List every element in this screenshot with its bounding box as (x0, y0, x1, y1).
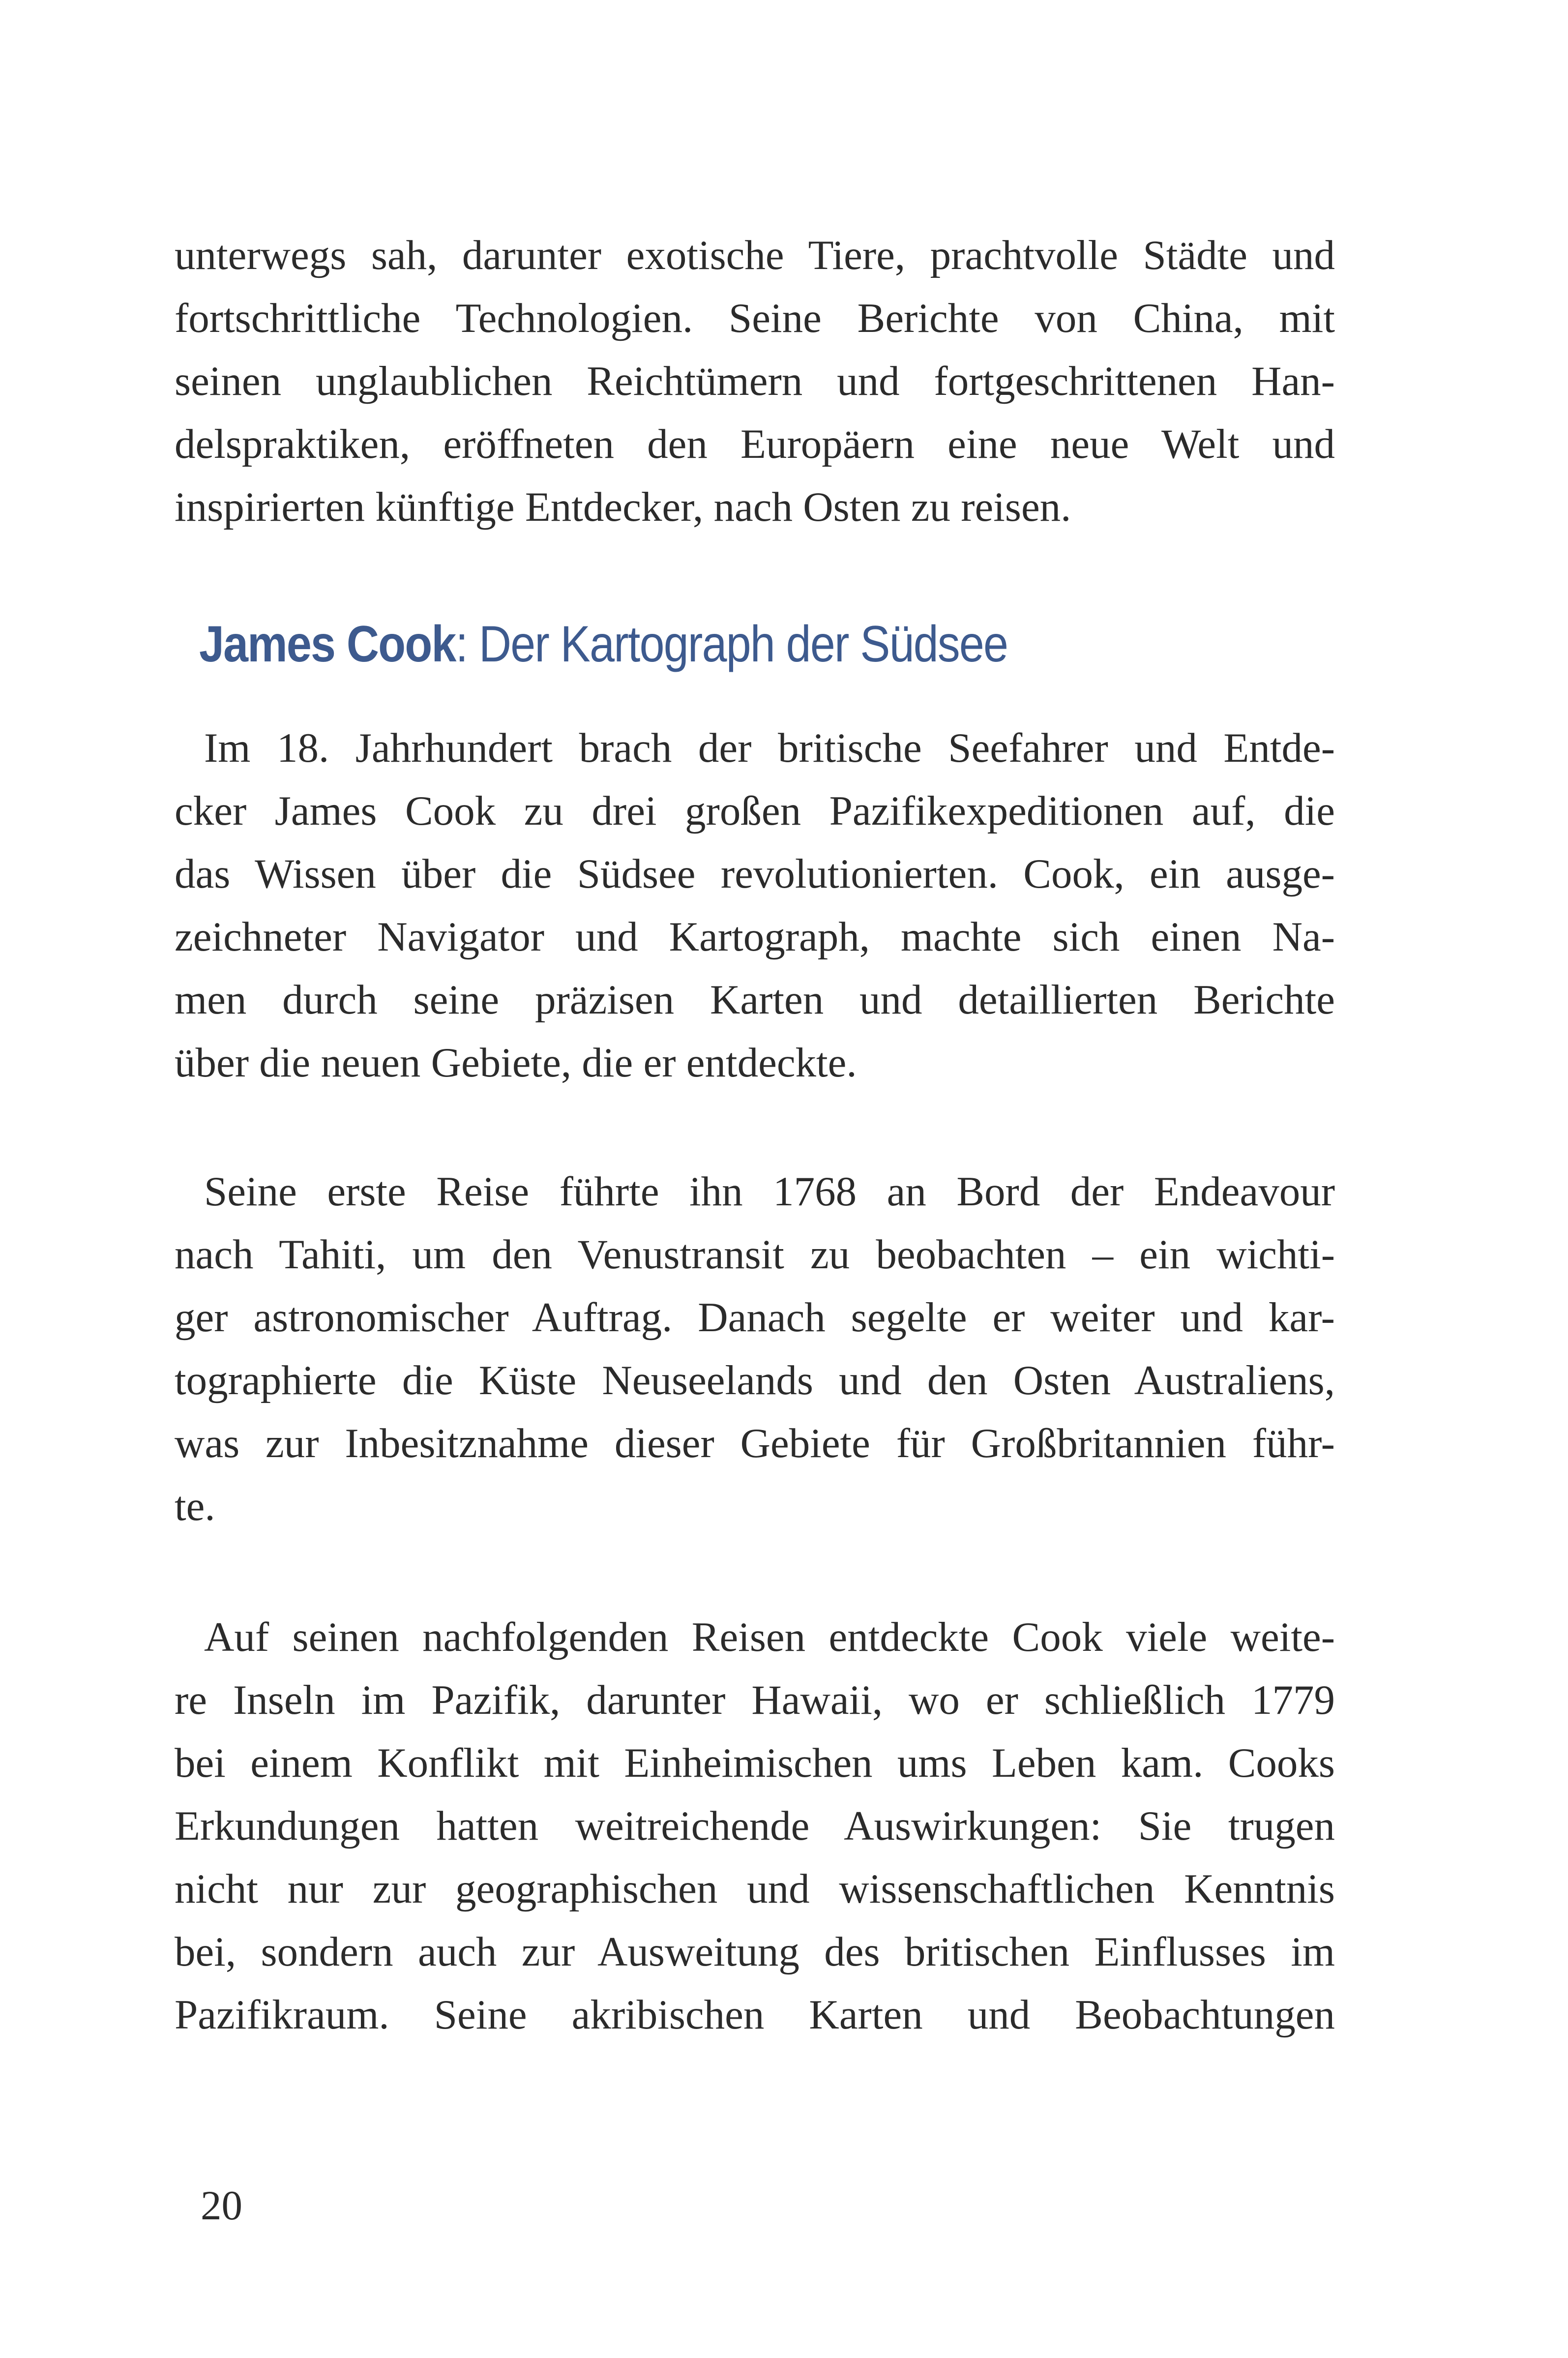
text-line: was zur Inbesitznahme dieser Gebiete für Großbritannien führ- (175, 1420, 1335, 1466)
section-heading (199, 610, 1007, 679)
text-line: Erkundungen hatten weitreichende Auswirkungen: Sie trugen (175, 1803, 1335, 1849)
text-line: Pazifikraum. Seine akribischen Karten und Beobachtungen (175, 1992, 1335, 2038)
paragraph-cook-intro (175, 716, 1335, 1094)
text-line: nicht nur zur geographischen und wissenschaftlichen Kenntnis (175, 1866, 1335, 1912)
paragraph-marco-polo-continued (175, 224, 1335, 538)
text-line: Seine erste Reise führte ihn 1768 an Bord der Endeavour (204, 1168, 1335, 1215)
paragraph-first-voyage (175, 1160, 1335, 1538)
text-line: inspirierten künftige Entdecker, nach Osten zu reisen. (175, 484, 1071, 530)
text-line: tographierte die Küste Neuseelands und den Osten Australiens, (175, 1357, 1335, 1403)
paragraph-later-voyages (175, 1606, 1335, 2046)
text-line: seinen unglaublichen Reichtümern und fortgeschrittenen Han- (175, 358, 1335, 404)
text-line: bei einem Konflikt mit Einheimischen ums Leben kam. Cooks (175, 1740, 1335, 1786)
text-line: re Inseln im Pazifik, darunter Hawaii, wo er schließlich 1779 (175, 1677, 1335, 1723)
text-line: Im 18. Jahrhundert brach der britische Seefahrer und Entde- (204, 725, 1335, 771)
text-line: te. (175, 1483, 215, 1529)
text-line: nach Tahiti, um den Venustransit zu beobachten – ein wichti- (175, 1231, 1335, 1278)
text-line: men durch seine präzisen Karten und detaillierten Berichte (175, 977, 1335, 1023)
text-line: ger astronomischer Auftrag. Danach segelte er weiter und kar- (175, 1294, 1335, 1341)
text-line: unterwegs sah, darunter exotische Tiere, prachtvolle Städte und (175, 232, 1335, 278)
text-line: zeichneter Navigator und Kartograph, machte sich einen Na- (175, 914, 1335, 960)
heading-subtitle: : Der Kartograph der Südsee (455, 616, 1008, 673)
text-line: cker James Cook zu drei großen Pazifikexpeditionen auf, die (175, 788, 1335, 834)
text-line: Auf seinen nachfolgenden Reisen entdeckte Cook viele weite- (204, 1614, 1335, 1660)
text-line: das Wissen über die Südsee revolutionierten. Cook, ein ausge- (175, 851, 1335, 897)
text-line: über die neuen Gebiete, die er entdeckte. (175, 1040, 857, 1086)
text-line: fortschrittliche Technologien. Seine Berichte von China, mit (175, 295, 1335, 341)
text-line: bei, sondern auch zur Ausweitung des britischen Einflusses im (175, 1929, 1335, 1975)
text-line: delspraktiken, eröffneten den Europäern eine neue Welt und (175, 421, 1335, 467)
heading-name: James Cook (199, 616, 456, 673)
page-number: 20 (201, 2182, 242, 2229)
